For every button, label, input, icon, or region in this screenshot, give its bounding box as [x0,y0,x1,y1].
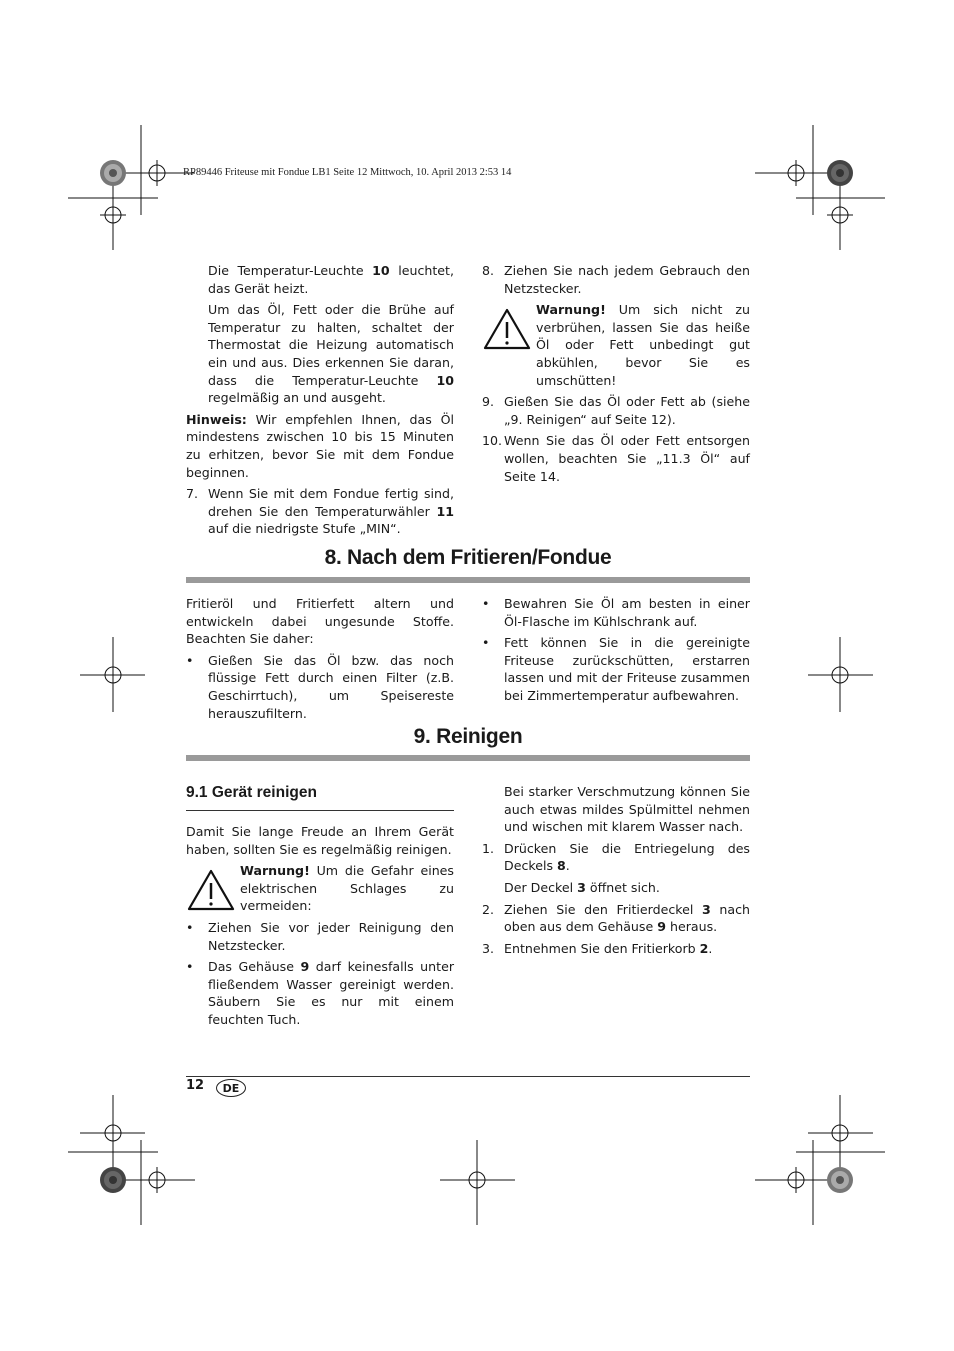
section-9-intro: Damit Sie lange Freude an Ihrem Gerät haben, sollten Sie es regelmäßig reinigen. [186,824,454,857]
warning-triangle-icon [482,307,532,351]
section-8-left [186,595,454,726]
section-9-detergent: Bei starker Verschmutzung können Sie auch etwas mildes Spülmittel nehmen und wischen mit klarem Wasser nach. [504,784,750,835]
section-9-bullet-unplug: • Ziehen Sie vor jeder Reinigung den Netzstecker. [186,919,454,953]
language-badge: DE [216,1079,246,1097]
page-number: 12 [186,1078,205,1093]
subsection-9-1-title: 9.1 Gerät reinigen [186,784,317,801]
top-right-column [482,262,750,489]
subsection-rule [186,810,454,811]
paragraph-lamp: Die Temperatur-Leuchte 10 leuchtet, das Gerät heizt. [208,263,454,296]
clean-step-1: 1. Drücken Sie die Entriegelung des Deckels 8. [482,840,750,874]
print-slug: RP89446 Friteuse mit Fondue LB1 Seite 12 Mittwoch, 10. April 2013 2:53 14 [183,167,512,178]
clean-step-1-note: Der Deckel 3 öffnet sich. [504,879,660,895]
section-8-bullet-store: • Bewahren Sie Öl am besten in einer Öl-Flasche im Kühlschrank auf. [482,596,750,629]
section-8-right [482,595,750,709]
section-9-bullet-housing: • Das Gehäuse 9 darf keinesfalls unter fließendem Wasser gereinigt werden. Säubern Sie es nur mit einem feuchten Tuch. [186,959,454,1027]
section-8-intro: Fritieröl und Fritierfett altern und entwickeln dabei ungesunde Stoffe. Beachten Sie daher: [186,596,454,647]
warning-triangle-icon [186,868,236,912]
section-8-bullet-fat: • Fett können Sie in die gereinigte Friteuse zurückschütten, erstarren lassen und mit der Friteuse zusammen bei Zimmertemperatur aufbewahren. [482,635,750,703]
hint-paragraph: Hinweis: Wir empfehlen Ihnen, das Öl mindestens zwischen 10 bis 15 Minuten zu erhitzen, bevor Sie mit dem Fondue beginnen. [186,411,454,480]
top-left-column [186,262,454,542]
warning-burn: Warnung! Um sich nicht zu verbrühen, lassen Sie das heiße Öl oder Fett unbedingt gut abkühlen, bevor Sie es umschütten! [482,301,750,389]
section-8-bullet-filter: • Gießen Sie das Öl bzw. das noch flüssige Fett durch einen Filter (z.B. Geschirrtuch), um Speisereste herauszufiltern. [186,652,454,721]
step-8: 8. Ziehen Sie nach jedem Gebrauch den Netzstecker. [482,263,750,296]
paragraph-thermostat: Um das Öl, Fett oder die Brühe auf Temperatur zu halten, schaltet der Thermostat die Heizung automatisch ein und aus. Dies erkennen Sie daran, dass die Temperatur-Leuchte 10 regelmäßig an und ausgeht. [208,302,454,406]
section-8-rule [186,577,750,583]
step-9: 9. Gießen Sie das Öl oder Fett ab (siehe „9. Reinigen“ auf Seite 12). [482,394,750,427]
section-9-left [186,823,454,1033]
warning-electric: Warnung! Um die Gefahr eines elektrischen Schlages zu vermeiden: [186,862,454,915]
step-7: 7. Wenn Sie mit dem Fondue fertig sind, drehen Sie den Temperaturwähler 11 auf die niedrigste Stufe „MIN“. [186,486,454,537]
section-9-title: 9. Reinigen [413,725,523,748]
section-8-title: 8. Nach dem Fritieren/Fondue [324,546,612,569]
clean-step-3: 3. Entnehmen Sie den Fritierkorb 2. [482,940,713,956]
step-10: 10. Wenn Sie das Öl oder Fett entsorgen wollen, beachten Sie „11.3 Öl“ auf Seite 14. [482,433,750,484]
section-9-right [482,783,750,961]
section-9-rule [186,755,750,761]
clean-step-2: 2. Ziehen Sie den Fritierdeckel 3 nach oben aus dem Gehäuse 9 heraus. [482,901,751,935]
footer-rule [186,1076,750,1077]
